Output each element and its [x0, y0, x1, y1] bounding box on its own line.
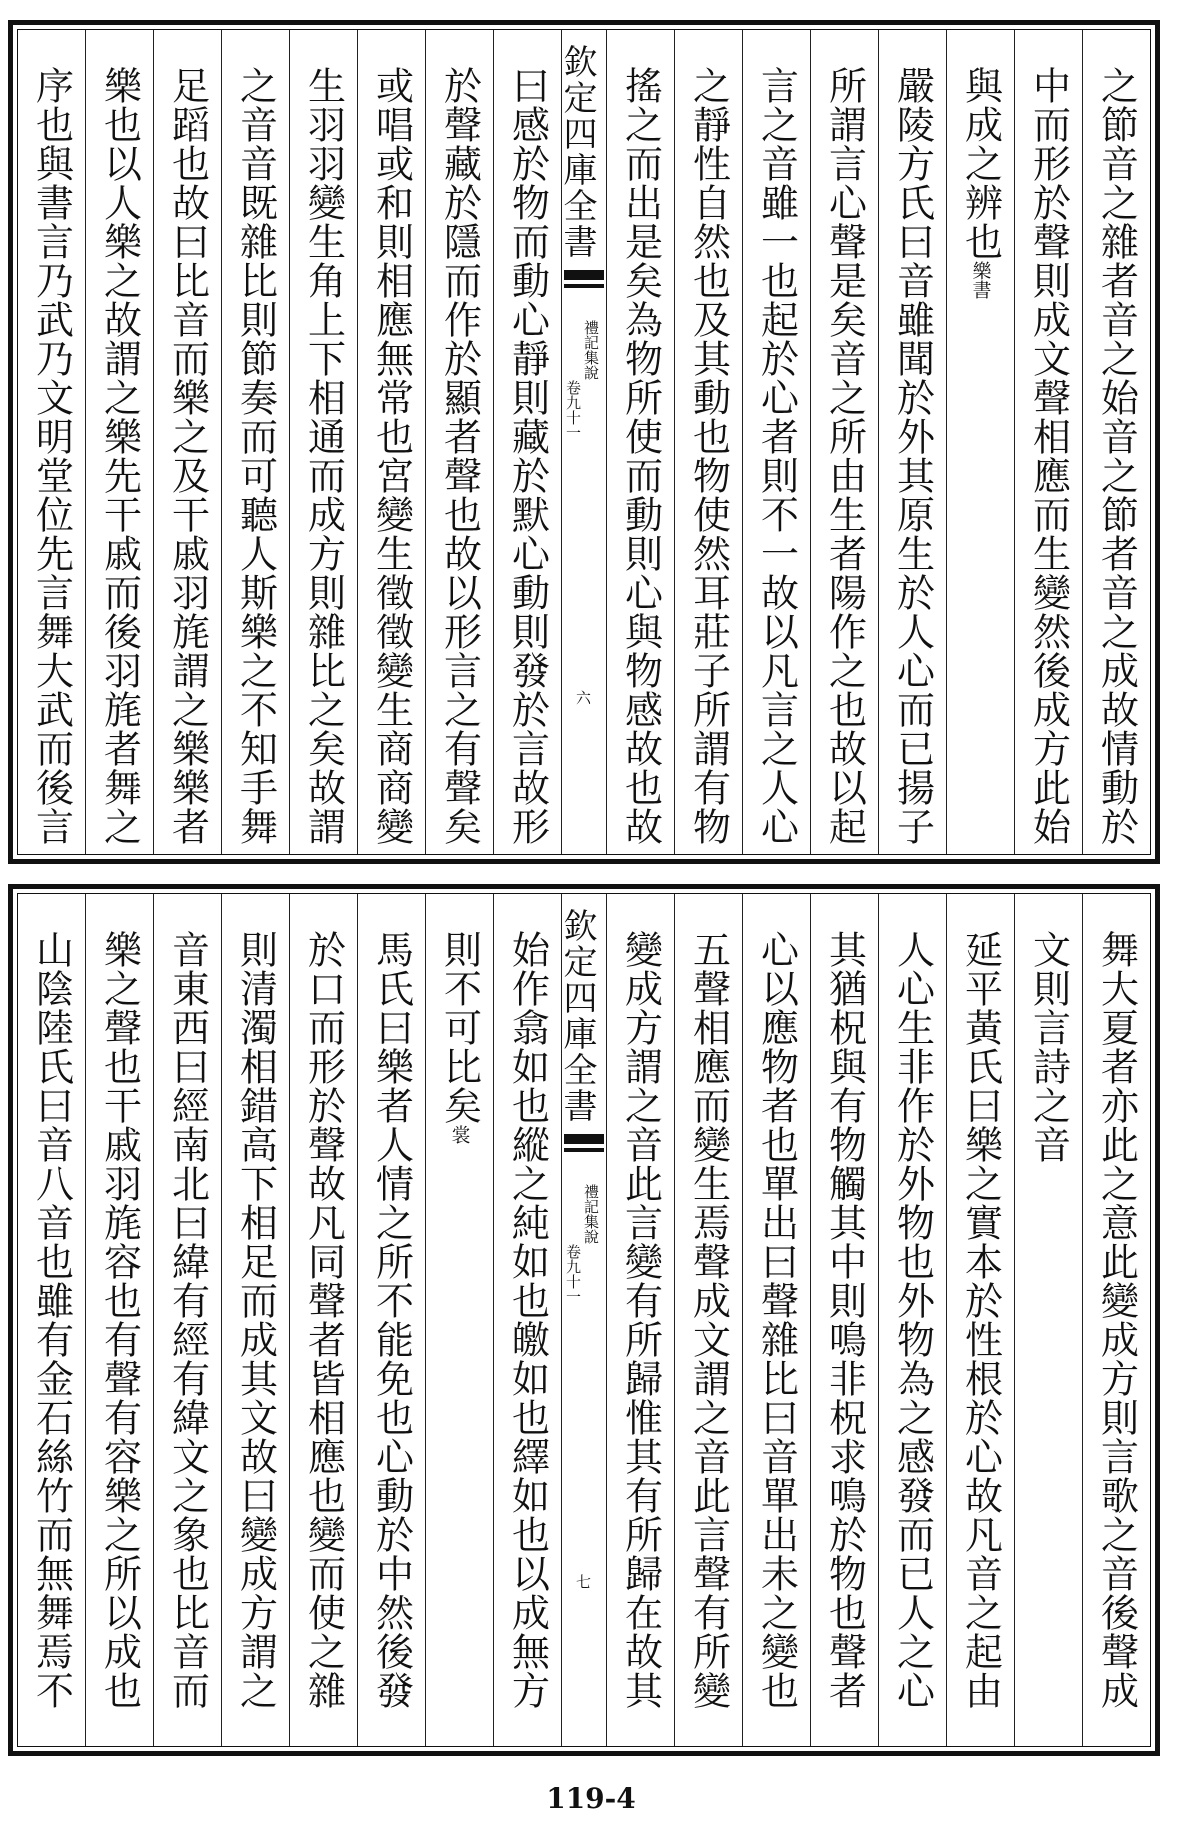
fish-tail-ornament [564, 1134, 604, 1160]
text-column: 與成之辨也樂書 [946, 30, 1014, 854]
text-column: 山陰陸氏曰音八音也雖有金石絲竹而無舞焉不 [29, 930, 74, 1710]
text-column: 之音音既雜比則節奏而可聽人斯樂之不知手舞 [221, 30, 289, 854]
source-note: 裳 [448, 1125, 471, 1144]
text-column: 搖之而出是矣為物所使而動則心與物感故也故 [606, 30, 674, 854]
text-column: 音東西曰經南北曰緯有經有緯文之象也比音而 [153, 894, 221, 1746]
text-column: 樂也以人樂之故謂之樂先干戚而後羽旄者舞之 [85, 30, 153, 854]
fish-tail-ornament [564, 270, 604, 296]
text-column: 人心生非作於外物也外物為之感發而已人之心 [878, 894, 946, 1746]
center-book-name: 禮記集說 [582, 320, 600, 380]
text-column: 嚴陵方氏曰音雖聞於外其原生於人心而已揚子 [878, 30, 946, 854]
text-column: 曰感於物而動心靜則藏於默心動則發於言故形 [493, 30, 561, 854]
top-page-inner-border [17, 29, 1151, 855]
text-column: 序也與書言乃武乃文明堂位先言舞大武而後言 [29, 66, 74, 846]
text-column: 中而形於聲則成文聲相應而生變然後成方此始 [1014, 30, 1082, 854]
text-column: 生羽羽變生角上下相通而成方則雜比之矣故謂 [289, 30, 357, 854]
center-book-name: 禮記集說 [582, 1184, 600, 1244]
top-page-frame [8, 20, 1160, 864]
text-column: 所謂言心聲是矣音之所由生者陽作之也故以起 [810, 30, 878, 854]
text-column: 文則言詩之音 [1014, 894, 1082, 1746]
text-column: 足蹈也故曰比音而樂之及干戚羽旄謂之樂樂者 [153, 30, 221, 854]
source-note: 樂書 [969, 261, 992, 299]
text-column: 於聲藏於隱而作於顯者聲也故以形言之有聲矣 [425, 30, 493, 854]
bottom-page-inner-border [17, 893, 1151, 1747]
text-column: 五聲相應而變生焉聲成文謂之音此言聲有所變 [674, 894, 742, 1746]
text-column: 則清濁相錯高下相足而成其文故曰變成方謂之 [221, 894, 289, 1746]
text-column: 之靜性自然也及其動也物使然耳莊子所謂有物 [674, 30, 742, 854]
text-column: 言之音雖一也起於心者則不一故以凡言之人心 [742, 30, 810, 854]
center-volume: 卷九十一 [564, 1244, 582, 1304]
text-column: 之節音之雜者音之始音之節者音之成故情動於 [1082, 30, 1150, 854]
text-column: 則不可比矣裳 [425, 894, 493, 1746]
center-book-title: 欽定四庫全書 [557, 908, 597, 1124]
text-column: 或唱或和則相應無常也宮變生徵徵變生商商變 [357, 30, 425, 854]
page-number: 119-4 [546, 1782, 636, 1815]
text-column: 始作翕如也縱之純如也皦如也繹如也以成無方 [493, 894, 561, 1746]
bottom-text-columns [18, 894, 1150, 1746]
center-page-number: 七 [574, 1574, 592, 1589]
text-column: 樂之聲也干戚羽旄容也有聲有容樂之所以成也 [85, 894, 153, 1746]
bottom-page-frame [8, 884, 1160, 1756]
text-column: 其猶柷與有物觸其中則鳴非柷求鳴於物也聲者 [810, 894, 878, 1746]
text-column: 馬氏曰樂者人情之所不能免也心動於中然後發 [357, 894, 425, 1746]
text-column: 心以應物者也單出曰聲雜比曰音單出未之變也 [742, 894, 810, 1746]
top-center-fold [557, 30, 606, 854]
text-column: 變成方謂之音此言變有所歸惟其有所歸在故其 [606, 894, 674, 1746]
bottom-center-fold [557, 894, 606, 1746]
text-column: 延平黃氏曰樂之實本於性根於心故凡音之起由 [946, 894, 1014, 1746]
text-column: 於口而形於聲故凡同聲者皆相應也變而使之雜 [289, 894, 357, 1746]
text-column: 舞大夏者亦此之意此變成方則言歌之音後聲成 [1082, 894, 1150, 1746]
center-volume: 卷九十一 [564, 380, 582, 440]
center-book-title: 欽定四庫全書 [557, 44, 597, 260]
center-page-number: 六 [574, 690, 592, 705]
top-text-columns [18, 30, 1150, 854]
